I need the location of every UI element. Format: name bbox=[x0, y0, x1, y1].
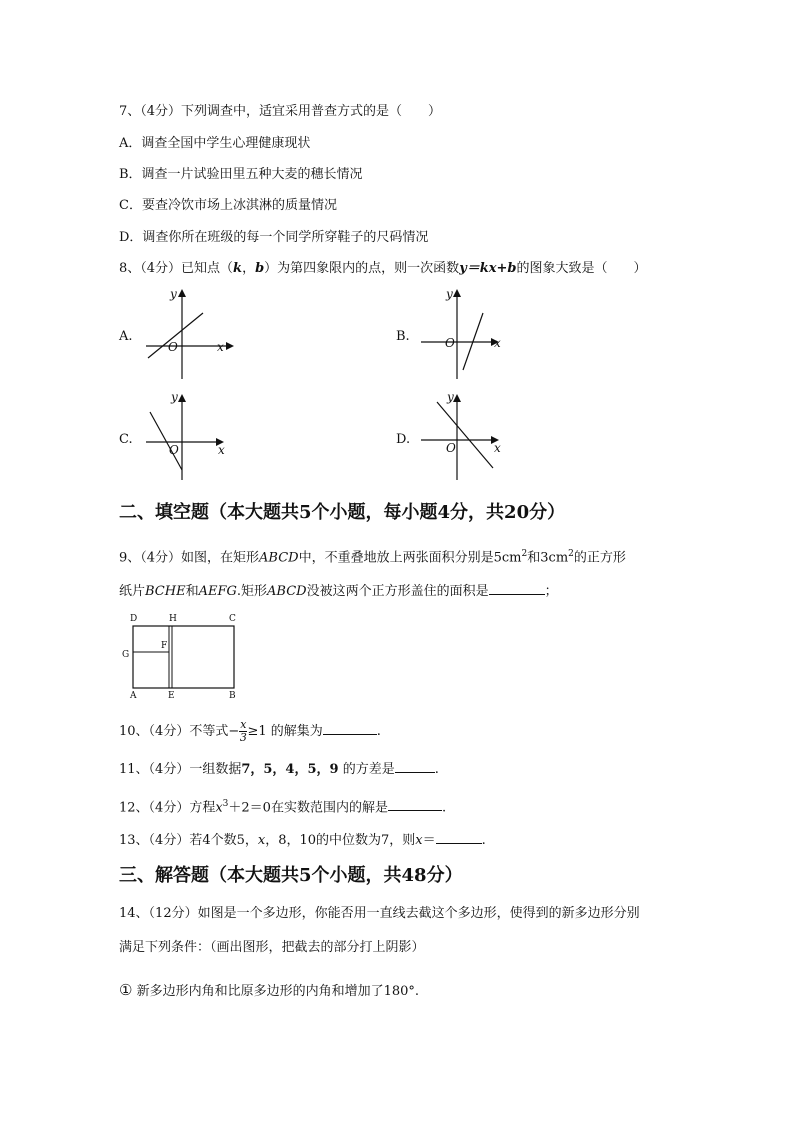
q7-option-a: A．调查全国中学生心理健康现状 bbox=[119, 136, 311, 151]
q9-label-h: H bbox=[169, 614, 177, 624]
graph-d bbox=[415, 388, 515, 488]
q11: 11、（4分）一组数据7，5，4，5，9 的方差是 . bbox=[119, 762, 439, 777]
graph-d-x: x bbox=[494, 441, 501, 455]
graph-b bbox=[415, 285, 515, 385]
q14-line2: 满足下列条件：（画出图形，把截去的部分打上阴影） bbox=[119, 940, 425, 955]
q9-answer-blank[interactable] bbox=[489, 582, 545, 595]
graph-c-x: x bbox=[218, 443, 225, 457]
q10-fraction: $\frac{x}{3}$ bbox=[239, 718, 247, 744]
graph-b-origin: O bbox=[445, 336, 455, 350]
q11-answer-blank[interactable] bbox=[395, 760, 435, 773]
q9-label-d: D bbox=[130, 614, 138, 624]
graph-a-label: A. bbox=[119, 329, 133, 344]
graph-c-label: C. bbox=[119, 432, 133, 447]
q13: 13、（4分）若4个数5，x，8，10的中位数为7，则x＝ . bbox=[119, 833, 486, 848]
q13-answer-blank[interactable] bbox=[436, 831, 482, 844]
q9-label-a: A bbox=[130, 691, 137, 701]
section-3-heading: 三、解答题（本大题共5个小题，共48分） bbox=[119, 865, 463, 886]
q9-label-c: C bbox=[229, 614, 236, 624]
graph-c bbox=[140, 388, 240, 488]
q12-answer-blank[interactable] bbox=[388, 798, 442, 811]
graph-b-x: x bbox=[494, 336, 501, 350]
q10: 10、（4分）不等式− $\frac{x}{3}$ ≥1 的解集为 . bbox=[119, 718, 381, 744]
q10-answer-blank[interactable] bbox=[323, 722, 377, 735]
graph-a-y: y bbox=[170, 287, 177, 301]
q14-line1: 14、（12分）如图是一个多边形，你能否用一直线去截这个多边形，使得到的新多边形分别 bbox=[119, 906, 640, 921]
graph-c-origin: O bbox=[169, 443, 179, 457]
graph-c-y: y bbox=[171, 390, 178, 404]
graph-d-label: D. bbox=[396, 432, 411, 447]
q7-option-c: C．要查冷饮市场上冰淇淋的质量情况 bbox=[119, 198, 337, 213]
graph-b-y: y bbox=[446, 287, 453, 301]
q9-line1: 9、（4分）如图，在矩形ABCD中，不重叠地放上两张面积分别是$5cm^2$和$3cm^2$的正方形 bbox=[119, 549, 626, 566]
graph-d-y: y bbox=[447, 390, 454, 404]
section-2-heading: 二、填空题（本大题共5个小题，每小题4分，共20分） bbox=[119, 502, 566, 523]
q7-stem: 7、（4分）下列调查中，适宜采用普查方式的是（ ） bbox=[119, 104, 442, 119]
q9-label-b: B bbox=[229, 691, 236, 701]
circled-one-icon: ① bbox=[119, 981, 133, 999]
q12: 12、（4分）方程$x^3+2=0$在实数范围内的解是 . bbox=[119, 799, 447, 816]
q9-label-e: E bbox=[168, 691, 175, 701]
graph-d-origin: O bbox=[446, 441, 456, 455]
q9-label-g: G bbox=[122, 650, 130, 660]
graph-a-origin: O bbox=[168, 340, 178, 354]
graph-b-label: B. bbox=[396, 329, 410, 344]
graph-a-x: x bbox=[217, 340, 224, 354]
q8-stem: 8、（4分）已知点（k，b）为第四象限内的点，则一次函数y＝kx+b的图象大致是（ ） bbox=[119, 261, 647, 276]
graph-a bbox=[140, 285, 240, 385]
q9-label-f: F bbox=[161, 641, 168, 651]
q7-option-b: B．调查一片试验田里五种大麦的穗长情况 bbox=[119, 167, 363, 182]
q9-line2: 纸片BCHE和AEFG.矩形ABCD没被这两个正方形盖住的面积是 ； bbox=[119, 584, 558, 599]
q14-item1: ① 新多边形内角和比原多边形的内角和增加了180°. bbox=[119, 981, 420, 999]
q7-option-d: D．调查你所在班级的每一个同学所穿鞋子的尺码情况 bbox=[119, 230, 429, 245]
